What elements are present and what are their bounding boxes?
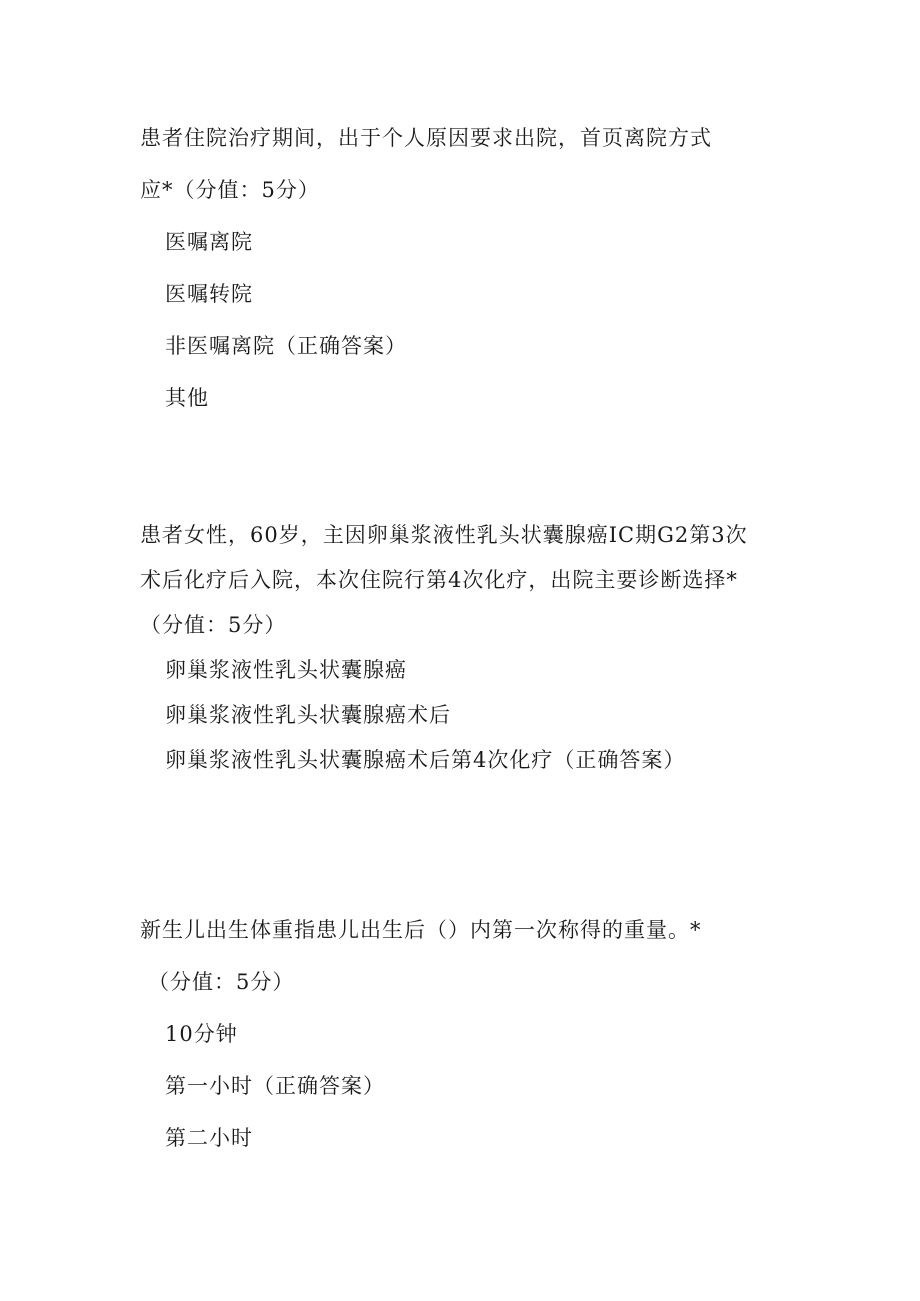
question-text-line: 应*（分值：5分）	[140, 178, 320, 202]
question-text-line: 术后化疗后入院，本次住院行第4次化疗，出院主要诊断选择*	[140, 568, 738, 592]
option-item: 非医嘱离院（正确答案）	[165, 334, 407, 358]
option-item: 第二小时	[165, 1126, 253, 1150]
question-1	[140, 125, 800, 411]
option-item: 其他	[165, 386, 209, 410]
option-item: 医嘱转院	[165, 282, 253, 306]
option-item: 医嘱离院	[165, 230, 253, 254]
question-text-line: 患者女性，60岁，主因卵巢浆液性乳头状囊腺癌IC期G2第3次	[140, 523, 748, 547]
option-item: 卵巢浆液性乳头状囊腺癌术后第4次化疗（正确答案）	[165, 748, 686, 772]
question-text-line: 新生儿出生体重指患儿出生后（）内第一次称得的重量。*	[140, 918, 702, 942]
option-item: 卵巢浆液性乳头状囊腺癌术后	[165, 703, 451, 727]
question-text-line: （分值：5分）	[148, 970, 295, 994]
question-3	[140, 917, 800, 1151]
question-text-line: 患者住院治疗期间，出于个人原因要求出院，首页离院方式	[140, 126, 712, 150]
option-item: 卵巢浆液性乳头状囊腺癌	[165, 658, 407, 682]
question-text-line: （分值：5分）	[140, 613, 287, 637]
option-item: 第一小时（正确答案）	[165, 1074, 385, 1098]
question-2	[140, 522, 800, 773]
option-item: 10分钟	[165, 1022, 238, 1046]
